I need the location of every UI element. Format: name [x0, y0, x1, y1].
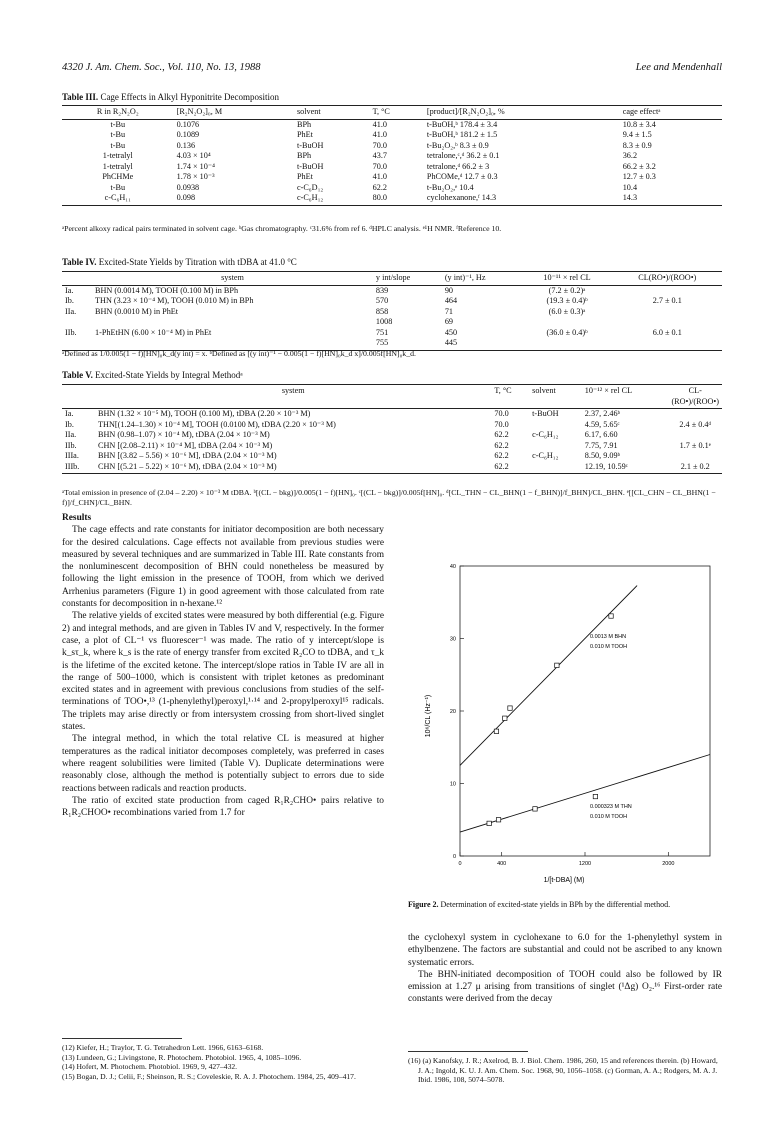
table-cell [668, 409, 722, 420]
series-fit-line [460, 586, 637, 766]
table-row [62, 162, 722, 173]
table-cell: Ib. [65, 296, 74, 305]
table-cell: CHN [(2.08–2.11) × 10⁻⁴ M], tDBA (2.04 × 10⁻³ M) [98, 440, 273, 450]
table-cell [62, 317, 92, 328]
table-cell: t-Bu₂O₂,ᵇ 8.3 ± 0.9 [426, 140, 489, 150]
table-cell: 450 [444, 327, 458, 337]
column-header [62, 272, 92, 286]
table-cell: THN[(1.24–1.30) × 10⁻⁴ M], TOOH (0.0100 M), tDBA (2.20 × 10⁻³ M) [98, 419, 336, 429]
table-cell: tetralone,ᶜ,ᵈ 36.2 ± 0.1 [426, 151, 500, 160]
table-cell [529, 462, 582, 474]
reference: (12) Kiefer, H.; Traylor, T. G. Tetrahedron Lett. 1966, 6163–6168. [62, 1043, 264, 1052]
y-axis-label: 10⁶/CL (Hz⁻¹) [425, 694, 432, 738]
table-cell: 41.0 [372, 130, 387, 139]
table-cell: 9.4 ± 1.5 [622, 130, 652, 139]
table-cell: 858 [375, 306, 389, 316]
table-cell: c-C₆H₁₂ [294, 193, 370, 205]
table-cell: t-BuOH,ᵇ 181.2 ± 1.5 [426, 130, 498, 139]
table-cell: t-BuOH [296, 140, 324, 150]
column-header: 10⁻¹² × rel CL [582, 385, 669, 409]
table-cell: 70.0 [494, 409, 509, 418]
table-cell: BHN (1.32 × 10⁻⁵ M), TOOH (0.100 M), tDBA (2.20 × 10⁻³ M) [98, 409, 311, 418]
table-cell: 839 [375, 285, 389, 295]
table-cell: 70.0 [372, 161, 387, 171]
table-cell: t-BuOH [296, 161, 324, 171]
table5-caption: Table V. Excited-State Yields by Integral Methodᵃ [62, 370, 243, 380]
table-cell: 41.0 [372, 172, 387, 181]
column-header: (y int)⁻¹, Hz [442, 272, 522, 286]
table-cell: (7.2 ± 0.2)ᵃ [548, 285, 586, 295]
table4 [62, 271, 722, 351]
table-cell: 0.136 [176, 140, 196, 150]
table-cell: 12.7 ± 0.3 [622, 172, 656, 181]
table-cell: BHN [(3.82 – 5.56) × 10⁻⁶ M], tDBA (2.04 × 10⁻³ M) [98, 451, 277, 460]
footnote-rule [62, 1038, 182, 1039]
x-tick-label: 2000 [662, 861, 675, 867]
data-point [508, 706, 512, 710]
table-cell: c-C₆H₁₂ [532, 451, 559, 460]
table-cell [668, 451, 722, 462]
table-cell: 4.59, 5.65ᶜ [584, 419, 620, 429]
table-cell: 1.74 × 10⁻⁴ [176, 161, 216, 171]
table-cell: BHN (0.98–1.07) × 10⁻⁴ M), tDBA (2.04 × 10⁻³ M) [98, 430, 270, 439]
table-cell: 36.2 [622, 151, 638, 160]
table-cell: t-BuOH,ᵇ 178.4 ± 3.4 [426, 119, 498, 129]
table-row [62, 307, 722, 318]
lower-series-label: 0.010 M TOOH [590, 814, 628, 820]
data-point [496, 818, 500, 822]
table-cell: BHN (0.0014 M), TOOH (0.100 M) in BPh [95, 285, 239, 295]
y-tick-label: 10 [449, 781, 456, 788]
table-row [62, 141, 722, 152]
table-row [62, 172, 722, 183]
table-cell: THN (3.23 × 10⁻⁴ M), TOOH (0.010 M) in BPh [95, 296, 254, 305]
data-point [555, 663, 559, 667]
reference: (14) Hofert, M. Photochem. Photobiol. 1969, 9, 427–432. [62, 1062, 238, 1072]
table5 [62, 384, 722, 474]
table3-caption: Table III. Cage Effects in Alkyl Hyponitrite Decomposition [62, 92, 279, 102]
table-row [62, 328, 722, 339]
table-cell: (6.0 ± 0.3)ᵃ [548, 306, 586, 316]
reference: (13) Lundeen, G.; Livingstone, R. Photochem. Photobiol. 1965, 4, 1085–1096. [62, 1052, 302, 1062]
table-row [62, 430, 722, 441]
column-header: CL-(RO•)/(ROO•) [668, 385, 722, 409]
x-tick-label: 1200 [578, 861, 592, 867]
results-section [62, 512, 384, 819]
table-cell: 1008 [375, 317, 393, 326]
table-cell: 570 [375, 296, 389, 305]
table-cell: 12.19, 10.59ᶜ [582, 462, 669, 474]
table-cell: t-Bu [110, 182, 126, 192]
table-cell: (19.3 ± 0.4)ᵇ [546, 296, 588, 305]
footnote-rule [408, 1051, 528, 1052]
table-cell: c-C₆H₁₂ [532, 430, 559, 439]
table-cell: t-BuOH [532, 409, 559, 418]
table-cell: 445 [442, 338, 522, 350]
table-cell: 0.0938 [176, 182, 200, 192]
table5-footnote: ᵃTotal emission in presence of (2.04 – 2.20) × 10⁻³ M tDBA. ᵇ[(CL − bkg)]/0.005(1 − f)[HN]₀. ᶜ[(CL − bkg)]/0.005f[HN]₀. ᵈ[CL_THN − CL_BHN(1 − f_BHN)]/f_BHN]/CL_BHN. ᵉ[[CL_CHN − CL_BHN(1 − f)]/f_CHN]/CL_BHN. [62, 488, 716, 507]
table-cell: 71 [444, 306, 454, 316]
table-cell: IIb. [65, 440, 77, 450]
data-point [487, 821, 491, 825]
table-row [62, 119, 722, 130]
table-cell: 62.2 [494, 451, 509, 460]
column-header: T, °C [370, 106, 424, 120]
table-cell: IIIb. [62, 462, 95, 474]
table-cell: PhEt [296, 130, 313, 139]
x-tick-label: 0 [458, 861, 462, 867]
plot-frame [460, 566, 710, 856]
upper-series-label: 0.010 M TOOH [590, 644, 628, 650]
table-cell: t-Bu [110, 119, 126, 129]
table-cell: 1-tetralyl [102, 161, 133, 171]
column-header: [R₂N₂O₂]₀, M [174, 106, 294, 120]
table-cell: 62.2 [491, 462, 529, 474]
data-point [503, 716, 507, 720]
table-row [62, 151, 722, 162]
table-row [62, 183, 722, 194]
table-cell: IIa. [65, 430, 77, 439]
table-cell: 90 [444, 285, 454, 295]
table3-footnote: ᵃPercent alkoxy radical pairs terminated in solvent cage. ᵇGas chromatography. ᶜ31.6% from ref 6. ᵈHPLC analysis. ᵉ¹H NMR. ᶠReference 10. [62, 224, 502, 233]
table-cell [613, 317, 722, 328]
table-row [62, 409, 722, 420]
table-cell: 0.1089 [176, 130, 200, 139]
table-cell: IIb. [65, 327, 77, 337]
figure-2-caption: Figure 2. Determination of excited-state yields in BPh by the differential method. [408, 900, 671, 909]
column-header: T, °C [491, 385, 529, 409]
table-cell: 43.7 [372, 151, 387, 160]
table-cell [529, 420, 582, 431]
table-cell: 62.2 [494, 440, 509, 450]
table4-caption: Table IV. Excited-State Yields by Titration with tDBA at 41.0 °C [62, 257, 297, 267]
table-row [62, 285, 722, 296]
table-cell: 66.2 ± 3.2 [622, 161, 656, 171]
table-cell: 6.0 ± 0.1 [652, 327, 682, 337]
table-cell: 2.1 ± 0.2 [668, 462, 722, 474]
table-cell: (36.0 ± 0.4)ᵇ [546, 327, 588, 337]
column-header: system [92, 272, 373, 286]
table-row [62, 296, 722, 307]
table-cell: PhEt [296, 172, 313, 181]
table-cell: 41.0 [372, 119, 387, 129]
table-cell: Ib. [65, 419, 74, 429]
table-cell: 2.4 ± 0.4ᵈ [679, 419, 712, 429]
paragraph: The ratio of excited state production from caged R₁R₂CHO• pairs relative to R₁R₂CHOO• recombinations varied from 1.7 for [62, 795, 384, 819]
column-header: [product]/[R₂N₂O₂]₀, % [424, 106, 620, 120]
table-cell [522, 317, 613, 328]
column-header [62, 385, 95, 409]
table-cell: 14.3 [620, 193, 722, 205]
table4-footnote: ᵃDefined as 1/0.005(1 − f)[HN]₀k_d(y int) = x. ᵇDefined as [(y int)⁻¹ − 0.005(1 − f)[HN]₀k_d x]/0.005f[HN]₀k_d. [62, 349, 416, 358]
table-cell: PhCHMe [102, 172, 134, 181]
table-cell: 2.37, 2.46ᵇ [584, 409, 621, 418]
table-cell: 70.0 [494, 419, 509, 429]
table-row [62, 130, 722, 141]
paragraph: The BHN-initiated decomposition of TOOH could also be followed by IR emission at 1.27 μ arising from transitions of singlet (¹Δg) O₂.¹⁶ First-order rate constants were derived from the decay [408, 969, 722, 1005]
table-cell: 464 [444, 296, 458, 305]
table-cell: 7.75, 7.91 [584, 440, 618, 450]
table-cell: 751 [375, 327, 389, 337]
table-cell: 70.0 [372, 140, 387, 150]
table-cell: Ia. [65, 285, 74, 295]
lower-series-label: 0.000323 M THN [590, 804, 632, 810]
y-tick-label: 0 [452, 854, 456, 860]
column-header: solvent [529, 385, 582, 409]
right-column-text [408, 932, 722, 1006]
table-cell: 755 [373, 338, 442, 350]
y-tick-label: 30 [449, 636, 456, 643]
column-header: solvent [294, 106, 370, 120]
reference: (16) (a) Kanofsky, J. R.; Axelrod, B. J. Biol. Chem. 1986, 260, 15 and references therein. (b) Howard, J. A.; Ingold, K. U. J. Am. Chem. Soc. 1968, 90, 1056–1058. (c) Gorman, A. A.; Rodgers, M. A. J. Ibid. 1986, 108, 5074–5078. [408, 1056, 718, 1085]
table-cell: 69 [444, 317, 454, 326]
table-row [62, 420, 722, 431]
references-right [408, 1056, 722, 1085]
column-header: R in R₂N₂O₂ [62, 106, 174, 120]
table-cell: 6.17, 6.60 [584, 430, 618, 439]
table-cell: 1.78 × 10⁻³ [176, 172, 215, 181]
table-cell: 0.1076 [176, 119, 200, 129]
figure-2-chart [400, 556, 722, 884]
column-header: cage effectᵃ [620, 106, 722, 120]
table-row [62, 451, 722, 462]
table-cell: 10.8 ± 3.4 [622, 119, 656, 129]
table-cell: 80.0 [370, 193, 424, 205]
table-cell: 62.2 [494, 430, 509, 439]
table-cell: 1.7 ± 0.1ᵉ [679, 440, 711, 450]
paragraph: the cyclohexyl system in cyclohexane to 6.0 for the 1-phenylethyl system in ethylbenzene. The factors are substantial and could not be ascribed to any known systematic errors. [408, 933, 722, 968]
table-cell: tetralone,ᵈ 66.2 ± 3 [426, 161, 490, 171]
table-cell [613, 307, 722, 318]
table-cell [92, 317, 373, 328]
table-cell [529, 441, 582, 452]
authors: Lee and Mendenhall [635, 62, 722, 73]
table-cell: 62.2 [372, 182, 387, 192]
table-cell: BPh [296, 151, 312, 160]
table-cell: 1-tetralyl [102, 151, 133, 160]
table-cell: IIa. [65, 306, 77, 316]
paragraph: The relative yields of excited states were measured by both differential (e.g. Figure 2) and integral methods, and are given in Tables IV and V, respectively. In the former case, a plot of CL⁻¹ vs fluorescer⁻¹ was made. The ratio of y intercept/slope is k_sτ_k, where k_s is the rate of energy transfer from excited R₂CO to tDBA, and τ_k is the lifetime of the excited ketone. The intercept/slope ratios in Table IV are all in the range of 500–1000, which is consistent with triplet ketones as predominant excited states and in agreement with previous conclusions from studies of the self-terminations of TOO•,¹³ (1-phenylethyl)peroxyl,¹·¹⁴ and 2-propylperoxyl¹⁵ radicals. The triplets may arise directly or from intersystem crossing from short-lived singlet states. [62, 611, 384, 733]
table-cell: 2.7 ± 0.1 [652, 296, 682, 305]
data-point [494, 729, 498, 733]
table-cell: 4.03 × 10⁴ [176, 151, 211, 160]
journal-citation: 4320 J. Am. Chem. Soc., Vol. 110, No. 13, 1988 [62, 62, 261, 73]
table-cell: IIIa. [65, 451, 79, 460]
column-header: y int/slope [373, 272, 442, 286]
data-point [593, 794, 597, 798]
table-cell: Ia. [65, 409, 74, 418]
table-cell: 10.4 [622, 182, 638, 192]
table-cell: 8.3 ± 0.9 [622, 140, 652, 150]
table-cell [613, 285, 722, 296]
table-cell: PhCOMe,ᵈ 12.7 ± 0.3 [426, 172, 498, 181]
table-cell: BPh [296, 119, 312, 129]
section-heading: Results [62, 513, 92, 523]
table-cell: t-Bu₂O₂,ᵉ 10.4 [426, 182, 474, 192]
paragraph: The cage effects and rate constants for initiator decomposition are both necessary for the desired calculations. Cage effects not available from previous studies were measured by several techniques and are summarized in Table III. Rate constants from the nonluminescent decomposition of BHN could nonetheless be measured by following the light emission in the presence of TOOH, from which we derived Arrhenius parameters (Figure 1) in good agreement with those calculated from rate constants for decomposition in n-hexane.¹² [62, 525, 384, 610]
table-cell: c-C₆H₁₁ [62, 193, 174, 205]
x-tick-label: 400 [497, 861, 507, 867]
table-cell: cyclohexanone,ᶠ 14.3 [424, 193, 620, 205]
reference: (15) Bogan, D. J.; Celii, F.; Sheinson, R. S.; Coveleskie, R. A. J. Photochem. 1984, 25, 409–417. [62, 1071, 356, 1081]
data-point [609, 614, 613, 618]
table-cell: 0.098 [174, 193, 294, 205]
data-point [533, 807, 537, 811]
table3 [62, 105, 722, 206]
table-cell: 8.50, 9.09ᵇ [584, 451, 621, 460]
table-cell: CHN [(5.21 – 5.22) × 10⁻⁶ M), tDBA (2.04 × 10⁻³ M) [95, 462, 491, 474]
column-header: 10⁻¹¹ × rel CL [522, 272, 613, 286]
column-header: CL(RO•)/(ROO•) [613, 272, 722, 286]
y-tick-label: 40 [449, 564, 456, 570]
x-axis-label: 1/[t-DBA] (M) [543, 877, 585, 884]
table-cell: t-Bu [110, 140, 126, 150]
table-cell: t-Bu [110, 130, 126, 139]
table-cell: BHN (0.0010 M) in PhEt [95, 306, 179, 316]
references-left [62, 1043, 384, 1081]
table-row [62, 317, 722, 328]
column-header: system [95, 385, 491, 409]
paragraph: The integral method, in which the total relative CL is measured at higher temperatures as the radical initiator decomposes completely, was preferred in cases where reagent solubilities were limited (Table V). Duplicate determinations were reasonably close, although the method is potentially subject to errors due to side reactions between radicals and reaction products. [62, 734, 384, 794]
table-row [62, 441, 722, 452]
y-tick-label: 20 [449, 709, 456, 715]
table-cell: c-C₆D₁₂ [296, 182, 324, 192]
table-cell: 1-PhEtHN (6.00 × 10⁻⁴ M) in PhEt [95, 327, 212, 337]
table-cell [668, 430, 722, 441]
table-row [62, 193, 722, 205]
table-row [62, 462, 722, 474]
upper-series-label: 0.0013 M BHN [590, 634, 627, 640]
